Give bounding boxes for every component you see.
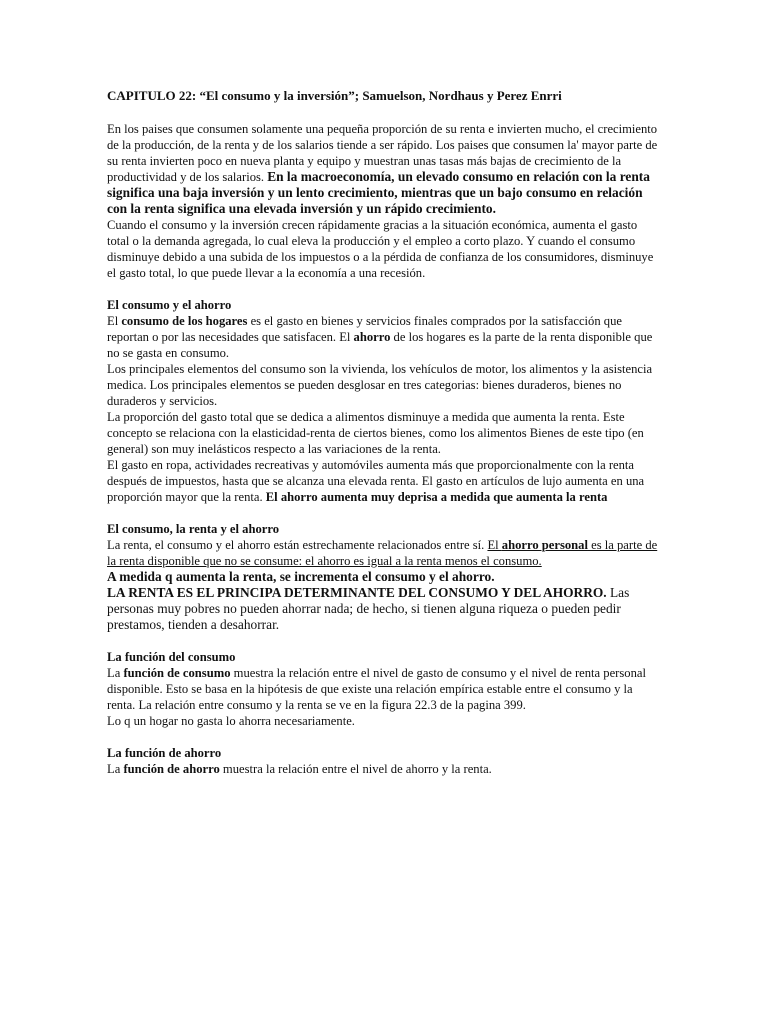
text-fragment: Las personas muy pobres no pueden ahorrar nada; de hecho, si tienen alguna riqueza o pueden pedir prestamos, tienden a desahorrar.: [107, 585, 630, 632]
section-heading-funcion-ahorro: La función de ahorro: [107, 746, 222, 760]
gasto-ropa-paragraph: [107, 457, 659, 505]
renta-determinante-paragraph: [107, 585, 659, 633]
intro-text: En los paises que consumen solamente una pequeña proporción de su renta e invierten mucho, el crecimiento de la producción, de la renta y de los salarios tiende a ser rápido. Los paises que consumen la' mayor parte de su renta invierten poco en nueva planta y equipo y muestran unas tasas más bajas de crecimiento de la productividad y de los salarios.: [107, 122, 658, 184]
text-fragment: de los hogares es la parte de la renta disponible que no se gasta en consumo.: [107, 330, 653, 360]
text-fragment: El gasto en ropa, actividades recreativas y automóviles aumenta más que proporcionalmente con la renta después de impuestos, hasta que se alcanza una elevada renta. El gasto en artículos de lujo aumenta en una proporción mayor que la renta.: [107, 458, 645, 504]
term-ahorro: ahorro: [353, 330, 391, 344]
term-funcion-ahorro: función de ahorro: [123, 762, 220, 776]
intro-bold-text: En la macroeconomía, un elevado consumo en relación con la renta significa una baja inversión y un lento crecimiento, mientras que un bajo consumo en relación con la renta significa una elevada inversión y un rápido crecimiento.: [107, 169, 650, 216]
term-funcion-consumo: función de consumo: [123, 666, 231, 680]
text-fragment: La: [107, 666, 124, 680]
text-fragment: muestra la relación entre el nivel de ahorro y la renta.: [219, 762, 492, 776]
renta-determinante-bold: LA RENTA ES EL PRINCIPA DETERMINANTE DEL CONSUMO Y DEL AHORRO.: [107, 585, 607, 600]
text-fragment: A medida q aumenta la renta, se incrementa el consumo y el ahorro.: [107, 569, 495, 584]
elementos-consumo-paragraph: Los principales elementos del consumo son la vivienda, los vehículos de motor, los alimentos y la asistencia medica. Los principales elementos se pueden desglosar en tres categorias: bienes duraderos, bienes no duraderos y servicios.: [107, 362, 653, 408]
text-fragment: El: [487, 538, 502, 552]
text-fragment: muestra la relación entre el nivel de gasto de consumo y el nivel de renta personal disponible. Esto se basa en la hipótesis de que existe una relación empírica estable entre el consumo y la renta. La relación entre consumo y la renta se ve en la figura 22.3 de la pagina 399.: [107, 666, 646, 712]
text-fragment: La: [107, 762, 124, 776]
text-fragment: es el gasto en bienes y servicios finales comprados por la satisfacción que reportan o por las necesidades que satisfacen. El: [107, 314, 622, 344]
text-fragment: El: [107, 314, 122, 328]
funcion-ahorro-paragraph: [107, 761, 659, 777]
section-heading-funcion-consumo: La función del consumo: [107, 650, 236, 664]
ahorro-aumenta-bold: El ahorro aumenta muy deprisa a medida que aumenta la renta: [265, 490, 608, 504]
renta-aumenta-bold: [107, 569, 659, 585]
intro-paragraph-2: Cuando el consumo y la inversión crecen rápidamente gracias a la situación económica, aumenta el gasto total o la demanda agregada, lo cual eleva la producción y el empleo a corto plazo. Y cuando el consumo disminuye debido a una subida de los impuestos o a la pérdida de confianza de los consumidores, disminuye el gasto total, lo que puede llevar a la economía a una recesión.: [107, 218, 654, 280]
document-body: [107, 88, 659, 777]
section-heading-consumo-ahorro: El consumo y el ahorro: [107, 298, 232, 312]
renta-consumo-paragraph: [107, 537, 659, 569]
term-consumo-hogares: consumo de los hogares: [121, 314, 248, 328]
section-heading-consumo-renta-ahorro: El consumo, la renta y el ahorro: [107, 522, 279, 536]
text-fragment: es la parte de la renta disponible que no se consume: el ahorro es igual a la renta menos el consumo.: [107, 538, 658, 568]
text-fragment: La renta, el consumo y el ahorro están estrechamente relacionados entre sí.: [107, 538, 488, 552]
consumo-definition-paragraph: [107, 313, 659, 361]
alimentos-paragraph: La proporción del gasto total que se dedica a alimentos disminuye a medida que aumenta la renta. Este concepto se relaciona con la elasticidad-renta de ciertos bienes, como los alimentos Bienes de este tipo (en general) son muy inelásticos respecto a las variaciones de la renta.: [107, 410, 644, 456]
intro-paragraph: [107, 121, 659, 217]
funcion-consumo-paragraph: [107, 665, 659, 713]
hogar-ahorra-paragraph: Lo q un hogar no gasta lo ahorra necesariamente.: [107, 714, 355, 728]
term-ahorro-personal: ahorro personal: [501, 538, 588, 552]
chapter-title: CAPITULO 22: “El consumo y la inversión”; Samuelson, Nordhaus y Perez Enrri: [107, 88, 562, 103]
